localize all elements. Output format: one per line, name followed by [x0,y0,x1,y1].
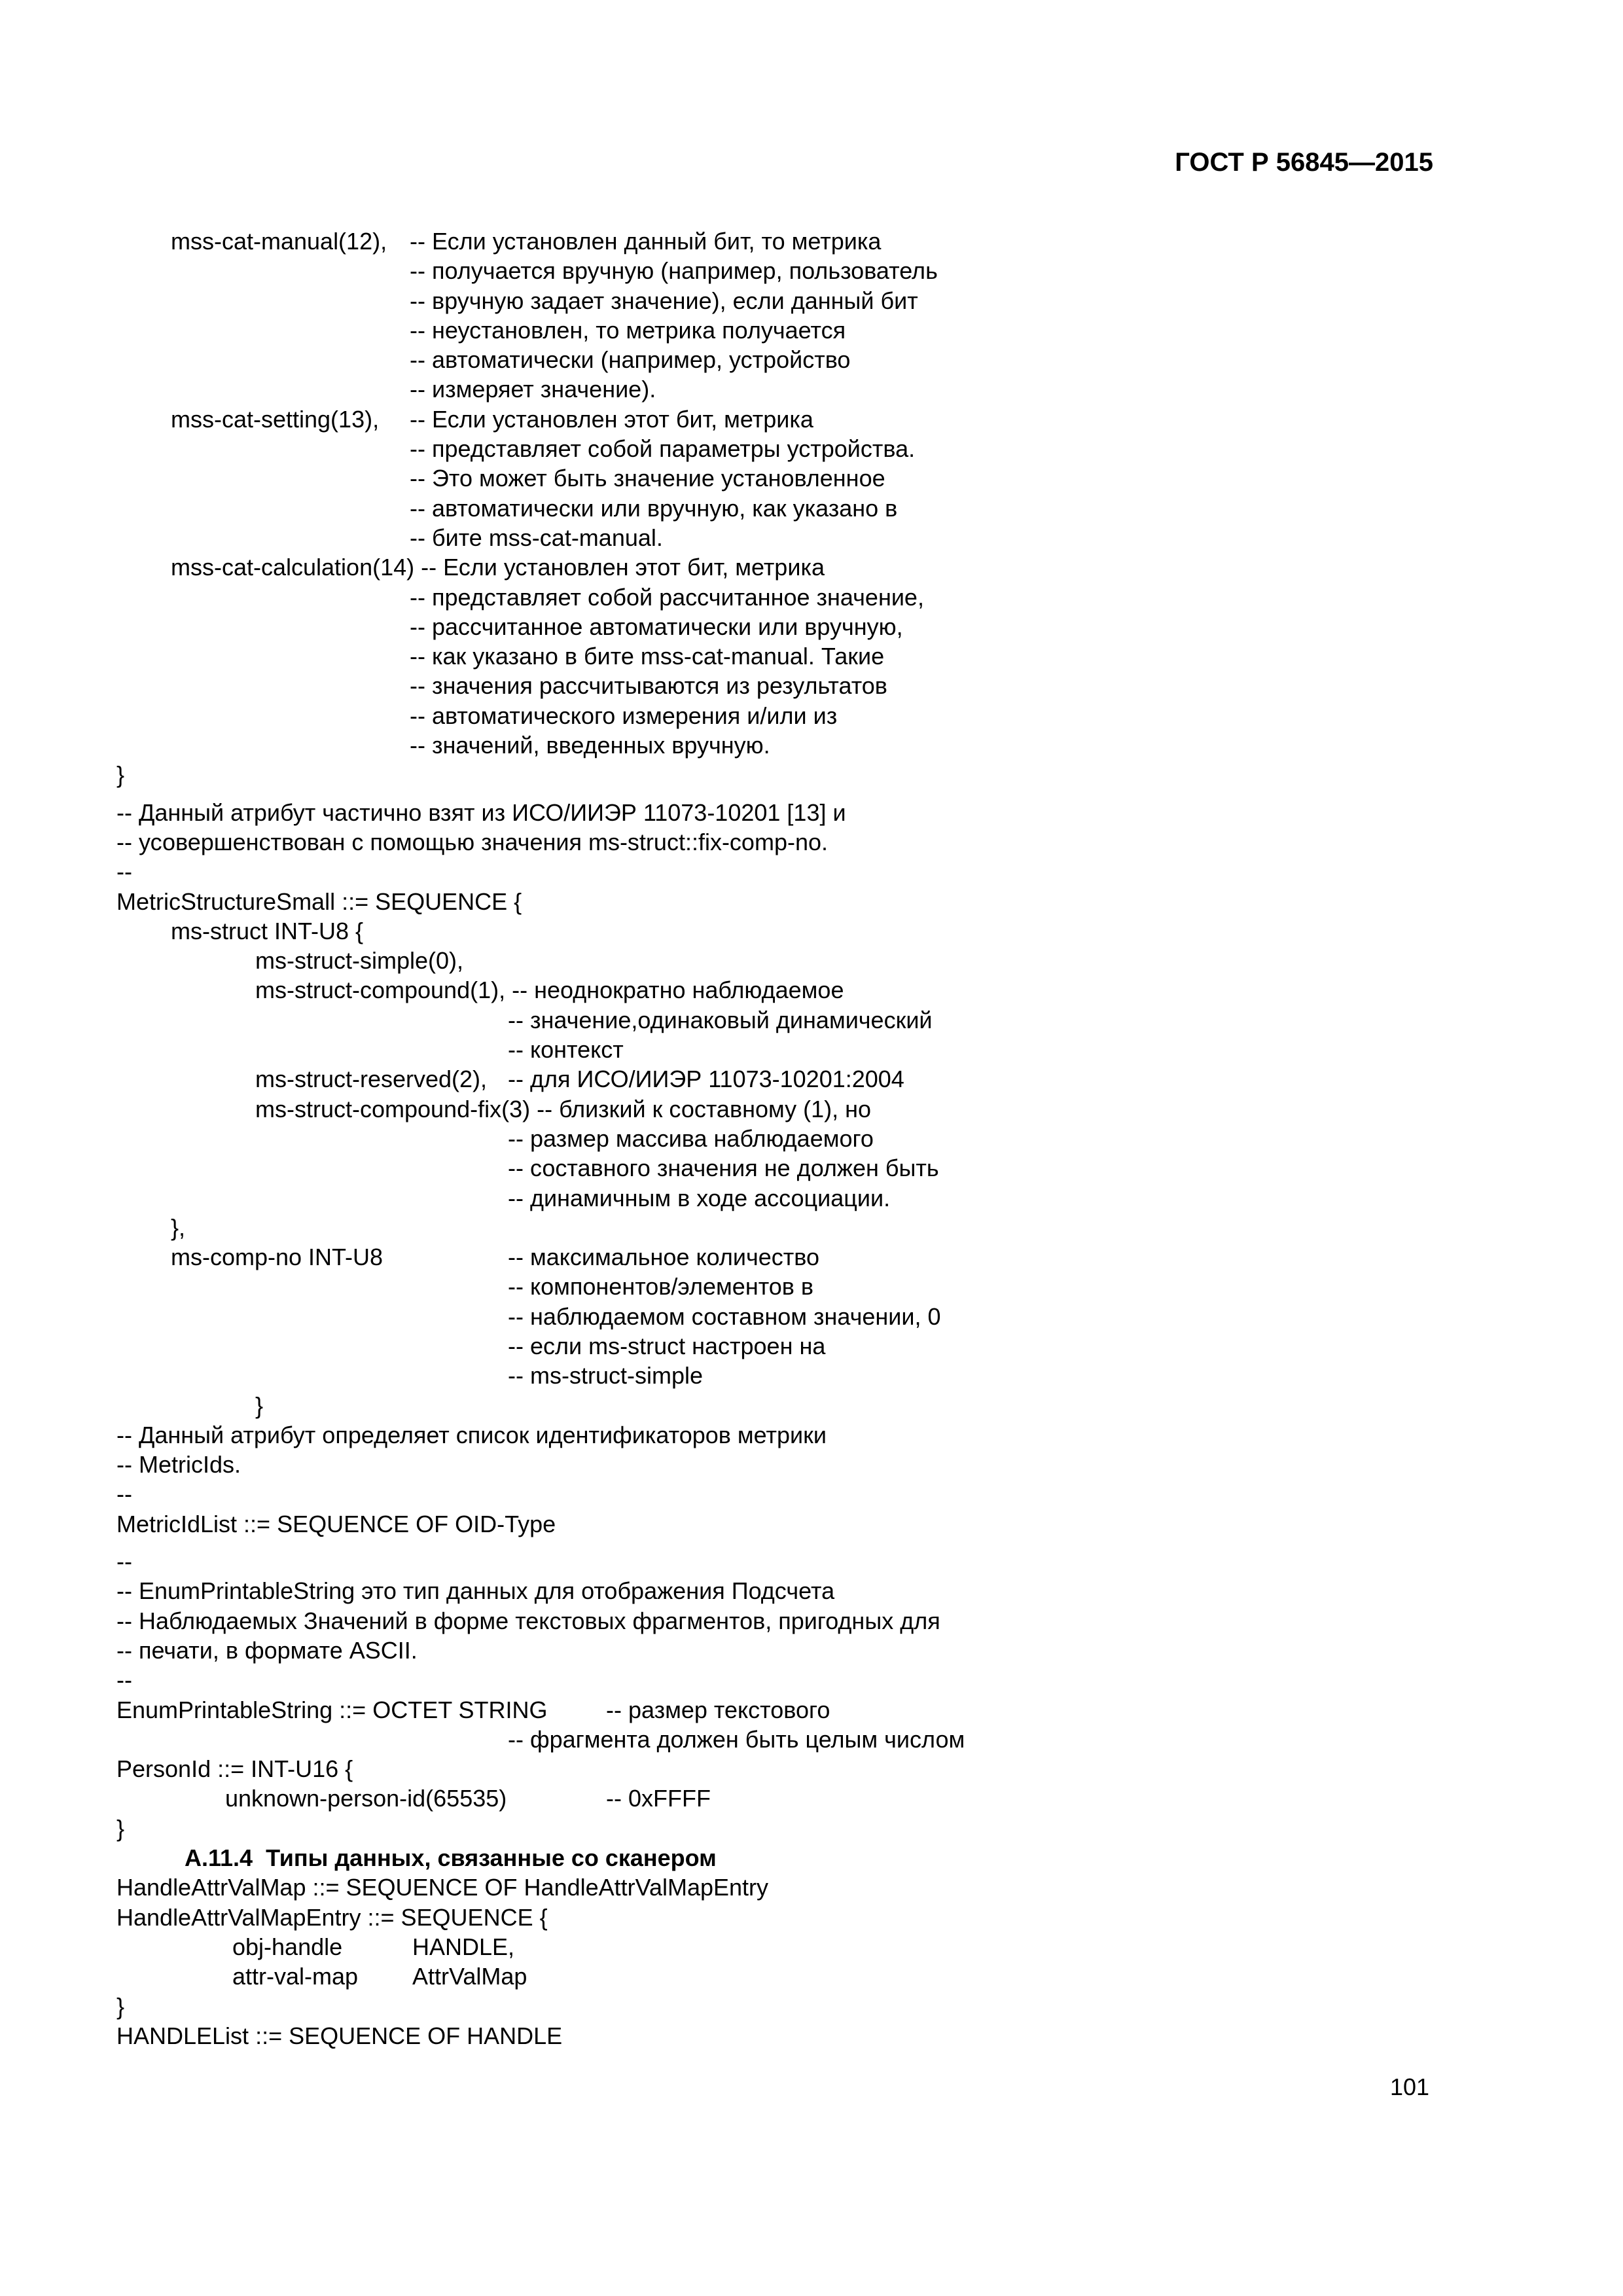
code-brace: } [116,1992,125,2020]
code-declaration: HANDLEList ::= SEQUENCE OF HANDLE [116,2022,563,2049]
code-comment: -- как указано в бите mss-cat-manual. Такие [410,643,885,670]
code-identifier: unknown-person-id(65535) [225,1785,507,1812]
code-comment: -- печати, в формате ASCII. [116,1636,418,1664]
code-brace: } [116,761,125,789]
code-identifier: mss-cat-setting(13), [171,405,380,433]
code-comment: -- значений, введенных вручную. [410,732,770,759]
code-comment: -- значение,одинаковый динамический [508,1006,933,1033]
code-comment: -- для ИСО/ИИЭР 11073-10201:2004 [508,1066,904,1093]
code-comment: -- размер массива наблюдаемого [508,1124,874,1152]
code-declaration: PersonId ::= INT-U16 { [116,1755,353,1783]
code-comment: -- автоматического измерения и/или из [410,702,838,729]
code-comment: -- автоматически или вручную, как указано в [410,494,898,522]
code-comment: -- если ms-struct настроен на [508,1332,826,1359]
code-comment: -- контекст [508,1036,624,1064]
code-comment: -- [116,1480,132,1508]
code-type: AttrValMap [412,1963,527,1990]
code-identifier: ms-struct-simple(0), [255,947,464,975]
code-type: HANDLE, [412,1933,515,1960]
code-comment: -- Данный атрибут определяет список идентификаторов метрики [116,1421,827,1448]
code-identifier: attr-val-map [232,1963,359,1990]
code-declaration: MetricIdList ::= SEQUENCE OF OID-Type [116,1510,556,1537]
code-comment: -- ms-struct-simple [508,1362,703,1390]
code-comment: -- вручную задает значение), если данный бит [410,287,918,314]
code-declaration: HandleAttrValMapEntry ::= SEQUENCE { [116,1903,548,1931]
code-comment: -- [116,1548,132,1575]
code-identifier: ms-struct-reserved(2), [255,1066,488,1093]
code-comment: -- максимальное количество [508,1244,819,1271]
code-comment: -- Если установлен данный бит, то метрика [410,228,882,255]
code-identifier: ms-struct-compound-fix(3) -- близкий к составному (1), но [255,1095,872,1122]
code-comment: -- Если установлен этот бит, метрика [410,405,813,433]
code-comment: -- Наблюдаемых Значений в форме текстовых фрагментов, пригодных для [116,1607,940,1634]
code-comment: -- неустановлен, то метрика получается [410,316,846,344]
code-comment: -- представляет собой рассчитанное значение, [410,583,924,611]
code-comment: -- наблюдаемом составном значении, 0 [508,1302,941,1330]
code-comment: -- усовершенствован с помощью значения ms-struct::fix-comp-no. [116,828,828,855]
code-comment: -- составного значения не должен быть [508,1155,939,1182]
code-comment: -- Это может быть значение установленное [410,465,885,492]
code-comment: -- представляет собой параметры устройства. [410,435,916,463]
code-identifier: mss-cat-manual(12), [171,228,387,255]
code-comment: -- [116,1666,132,1694]
code-identifier: obj-handle [232,1933,343,1960]
code-comment: -- фрагмента должен быть целым числом [508,1725,965,1753]
document-header: ГОСТ Р 56845—2015 [1175,148,1433,177]
page-number: 101 [1390,2073,1430,2100]
code-comment: -- получается вручную (например, пользователь [410,257,938,285]
code-comment: -- автоматически (например, устройство [410,346,851,374]
code-comment: -- [116,858,132,886]
code-identifier: ms-struct-compound(1), -- неоднократно наблюдаемое [255,977,844,1004]
code-comment: -- компонентов/элементов в [508,1273,814,1300]
code-declaration: HandleAttrValMap ::= SEQUENCE OF HandleAttrValMapEntry [116,1874,769,1901]
code-identifier: mss-cat-calculation(14) -- Если установлен этот бит, метрика [171,554,825,581]
code-comment: -- рассчитанное автоматически или вручную, [410,613,903,640]
code-identifier: ms-comp-no INT-U8 [171,1244,383,1271]
code-declaration: MetricStructureSmall ::= SEQUENCE { [116,888,522,915]
code-comment: -- Данный атрибут частично взят из ИСО/ИИЭР 11073-10201 [13] и [116,798,846,826]
code-comment: -- бите mss-cat-manual. [410,524,663,551]
code-identifier: ms-struct INT-U8 { [171,917,364,944]
code-comment: -- динамичным в ходе ассоциации. [508,1184,891,1211]
code-brace: } [255,1391,264,1419]
code-brace: }, [171,1213,186,1241]
code-comment: -- размер текстового [606,1696,830,1723]
code-comment: -- измеряет значение). [410,376,656,403]
code-comment: -- значения рассчитываются из результатов [410,672,887,700]
code-declaration: EnumPrintableString ::= OCTET STRING [116,1696,548,1723]
code-comment: -- EnumPrintableString это тип данных для отображения Подсчета [116,1577,835,1605]
code-brace: } [116,1814,125,1842]
code-comment: -- 0xFFFF [606,1785,711,1812]
code-comment: -- MetricIds. [116,1451,241,1479]
section-heading-text: А.11.4 Типы данных, связанные со сканером [185,1844,717,1872]
